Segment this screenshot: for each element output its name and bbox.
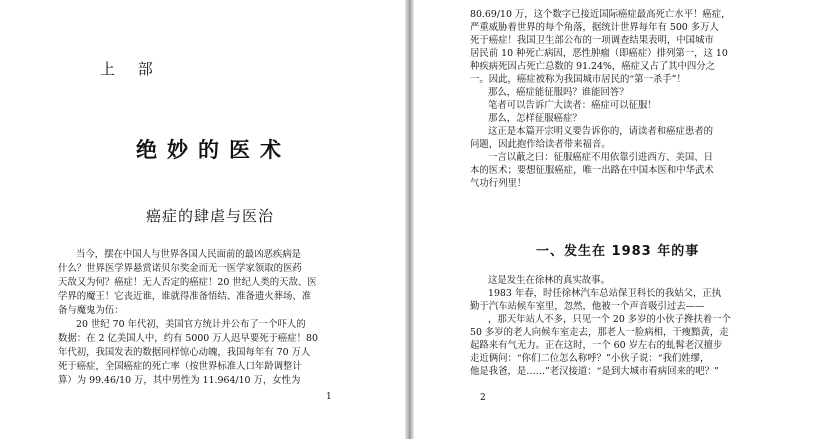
book-title: 绝妙的医术 [136, 137, 291, 162]
page-number: 2 [480, 393, 486, 403]
left-page [0, 0, 405, 439]
body-line: 死于癌症，全国癌症的死亡率（按世界标准人口年龄调整计 [58, 361, 302, 372]
body-line: 50 多岁的老人向候车室走去，那老人一脸病相，干瘦黯黄，走 [470, 327, 729, 338]
right-page [414, 0, 819, 439]
body-line: 1983 年春，时任徐林汽车总站保卫科长的我姑父，正执 [488, 288, 722, 299]
body-line: 这是发生在徐林的真实故事。 [488, 275, 610, 286]
right-body-text-top [470, 8, 764, 190]
body-line: 严重威胁着世界的每个角落，据统计世界每年有 500 多万人 [470, 22, 719, 33]
body-line: 笔者可以告诉广大读者：癌症可以征服！ [488, 100, 657, 111]
body-line: 当今，摆在中国人与世界各国人民面前的最凶恶疾病是 [76, 249, 302, 260]
body-line: 80.69/10 万，这个数字已接近国际癌症最高死亡水平！癌症， [470, 9, 731, 20]
page-number: 1 [326, 392, 332, 402]
body-line: 一。因此，癌症被称为我国城市居民的“第一杀手”！ [470, 74, 686, 85]
body-line: 那么，癌症能征服吗？谁能回答？ [488, 87, 629, 98]
body-line: 天敌又为何？癌症！无人否定的癌症！20 世纪人类的天敌、医 [58, 277, 317, 288]
book-spine [405, 0, 414, 439]
part-label: 上 部 [100, 60, 162, 78]
section-heading: 一、发生在 1983 年的事 [536, 244, 700, 259]
right-body-text-bottom [470, 274, 764, 378]
body-line: 他是我爸，是……”老汉接道：“是到大城市看病回来的吧？” [470, 366, 719, 377]
body-line: 走近俩问：“你们二位怎么称呼？”小伙子说：“我们姓缪， [470, 353, 710, 364]
body-line: 那么，怎样征服癌症？ [488, 113, 582, 124]
body-line: 数据：在 2 亿美国人中，约有 5000 万人迟早要死于癌症！80 [58, 333, 318, 344]
body-line: 什么？世界医学界悬赏诺贝尔奖金而无一医学家领取的医药 [58, 263, 302, 274]
body-line: 年代初，我国发表的数据同样惊心动魄，我国每年有 70 万人 [58, 347, 311, 358]
chapter-subtitle: 癌症的肆虐与医治 [146, 207, 275, 225]
body-line: 气功行列里！ [470, 178, 527, 189]
body-line: 学界的魔王！它丧近谁，谁就得准备悟结、准备遗火葬场、准 [58, 291, 312, 302]
body-line: 居民前 10 种死亡病因，恶性肿瘤（即癌症）排列第一，这 10 [470, 48, 728, 59]
body-line: ，那天年站人不多，只见一个 20 多岁的小伙子搀扶着一个 [488, 314, 731, 325]
body-line: 算）为 99.46/10 万，其中男性为 11.964/10 万，女性为 [58, 375, 301, 386]
body-line: 勤于汽车站候车室里，忽然，他被一个声音吸引过去—— [470, 301, 705, 312]
body-line: 种疾病死因占死亡总数的 91.24%，癌症又占了其中四分之 [470, 61, 715, 72]
body-line: 这正是本篇开宗明义要告诉你的，请读者和癌症患者的 [488, 126, 714, 137]
body-line: 一言以蔽之曰：征服癌症不用依靠引进西方、美国、日 [488, 152, 714, 163]
left-body-text [58, 248, 350, 388]
body-line: 起路来有气无力。正在这时，一个 60 岁左右的虬髯老汉擅步 [470, 340, 723, 351]
body-line: 死于癌症！我国卫生部公布的一项调查结果表明，中国城市 [470, 35, 714, 46]
body-line: 20 世纪 70 年代初，美国官方统计并公布了一个吓人的 [76, 319, 306, 330]
body-line: 问题，因此抱作给读者带来福音。 [470, 139, 611, 150]
body-line: 备与魔鬼为伍： [58, 305, 124, 316]
body-line: 本的医术；要想征服癌症，唯一出路在中国本医和中华武术 [470, 165, 714, 176]
